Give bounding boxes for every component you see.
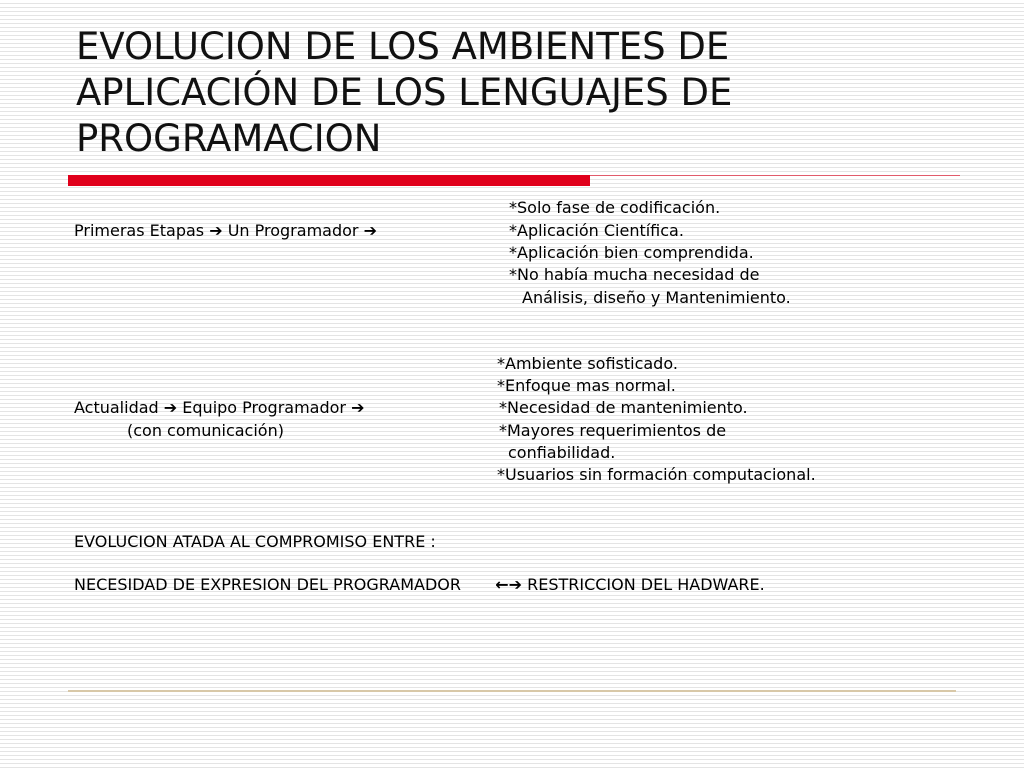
arrow-right-icon: ➔ (163, 398, 178, 417)
footer-divider (68, 690, 956, 692)
section1-bullet-2: *Aplicación Científica. (509, 221, 684, 240)
title-line-1: EVOLUCION DE LOS AMBIENTES DE (76, 25, 730, 68)
section2-bullet-1: *Ambiente sofisticado. (497, 354, 678, 373)
conclusion-right: RESTRICCION DEL HADWARE. (527, 575, 765, 594)
conclusion-line-1: EVOLUCION ATADA AL COMPROMISO ENTRE : (74, 532, 436, 551)
section2-bullet-5: confiabilidad. (508, 443, 616, 462)
section2-role: Equipo Programador (182, 398, 346, 417)
section2-sub: (con comunicación) (127, 421, 284, 440)
section2-heading (74, 397, 365, 419)
section2-bullet-3: *Necesidad de mantenimiento. (499, 398, 748, 417)
section1-label: Primeras Etapas (74, 221, 205, 240)
section1-bullet-4: *No había mucha necesidad de (509, 265, 760, 284)
section2-label: Actualidad (74, 398, 159, 417)
section2-bullet-4: *Mayores requerimientos de (499, 421, 727, 440)
arrow-right-icon: ➔ (351, 398, 365, 417)
section1-bullet-5: Análisis, diseño y Mantenimiento. (522, 288, 791, 307)
section2-bullet-2: *Enfoque mas normal. (497, 376, 676, 395)
section1-heading (74, 220, 377, 242)
title-divider-red (68, 175, 590, 186)
section1-role: Un Programador (227, 221, 359, 240)
section1-bullet-1: *Solo fase de codificación. (509, 198, 721, 217)
slide-title (76, 24, 956, 162)
section1-bullet-3: *Aplicación bien comprendida. (509, 243, 754, 262)
arrow-right-icon: ➔ (209, 221, 223, 240)
title-line-2: APLICACIÓN DE LOS LENGUAJES DE (76, 71, 733, 114)
arrow-left-icon: ← (495, 575, 509, 594)
title-divider-line (590, 175, 960, 176)
conclusion-line-2 (74, 574, 765, 596)
arrow-right-icon: ➔ (508, 575, 522, 594)
title-line-3: PROGRAMACION (76, 117, 382, 160)
conclusion-left: NECESIDAD DE EXPRESION DEL PROGRAMADOR (74, 575, 461, 594)
arrow-right-icon: ➔ (363, 221, 377, 240)
section2-bullet-6: *Usuarios sin formación computacional. (497, 465, 816, 484)
